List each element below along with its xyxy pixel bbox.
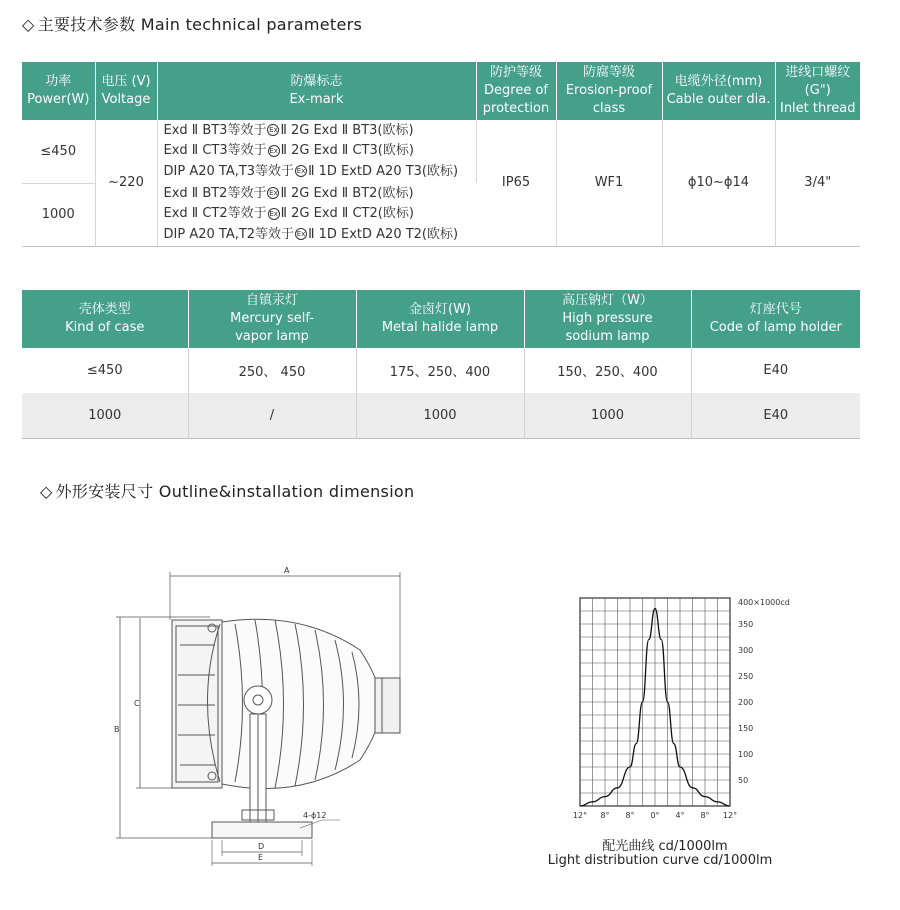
cable-cell: ϕ10~ϕ14 [662, 120, 775, 246]
header-erosion: 防腐等级 Erosion-proof class [556, 62, 662, 120]
header-thread: 进线口螺纹 (G") Inlet thread [775, 62, 860, 120]
dim-label-e: E [258, 853, 264, 862]
cell: 150、250、400 [524, 348, 691, 393]
y-tick-label: 300 [738, 646, 754, 655]
cell: 1000 [356, 393, 524, 438]
cell: 175、250、400 [356, 348, 524, 393]
exmark-line: DIP A20 TA,T2等效于 Ex Ⅱ 1D ExtD A20 T2(欧标) [163, 226, 459, 242]
cell: 1000 [22, 393, 188, 438]
x-tick-label: 4° [675, 811, 685, 820]
header-holder: 灯座代号 Code of lamp holder [691, 290, 860, 348]
exmark-line: Exd Ⅱ BT3等效于 Ex Ⅱ 2G Exd Ⅱ BT3(欧标) [163, 122, 414, 138]
ex-symbol-icon: Ex [269, 209, 278, 218]
x-tick-label: 8° [700, 811, 710, 820]
y-tick-label: 250 [738, 672, 754, 681]
dim-label-c: C [134, 699, 140, 708]
y-tick-label: 100 [738, 750, 754, 759]
table-row [22, 348, 860, 393]
ex-symbol-icon: Ex [269, 126, 278, 135]
y-tick-label: 350 [738, 620, 754, 629]
header-protection: 防护等级 Degree of protection [476, 62, 556, 120]
dim-label-d: D [258, 842, 265, 851]
erosion-cell: WF1 [556, 120, 662, 246]
power-cell-1: ≤450 [22, 120, 95, 183]
chart-caption-cn: 配光曲线 cd/1000lm [602, 839, 728, 854]
outline-title [40, 479, 414, 502]
cell: ≤450 [22, 348, 188, 393]
params-table [22, 62, 860, 247]
cell: / [188, 393, 356, 438]
exmark-line: Exd Ⅱ CT2等效于 Ex Ⅱ 2G Exd Ⅱ CT2(欧标) [163, 206, 414, 221]
diamond-icon: ◇ [40, 482, 53, 501]
cell: 250、 450 [188, 348, 356, 393]
y-unit-label: 400×1000cd [738, 598, 790, 607]
y-tick-label: 150 [738, 724, 754, 733]
exmark-cell-2 [157, 183, 476, 246]
exmark-line: Exd Ⅱ CT3等效于 Ex Ⅱ 2G Exd Ⅱ CT3(欧标) [163, 143, 414, 159]
header-mercury: 自镇汞灯 Mercury self- vapor lamp [188, 290, 356, 348]
ex-symbol-icon: Ex [296, 167, 306, 176]
x-tick-label: 8° [625, 811, 635, 820]
header-voltage: 电压 (V) Voltage [95, 62, 157, 120]
cell: E40 [763, 363, 789, 378]
outline-title-text: 外形安装尺寸 Outline&installation dimension [55, 482, 415, 501]
table-row [22, 393, 860, 438]
thread-cell: 3/4" [804, 175, 832, 191]
protection-cell: IP65 [476, 120, 556, 246]
ex-symbol-icon: Ex [296, 230, 306, 238]
x-tick-label: 12° [722, 811, 738, 820]
ex-symbol-icon: Ex [269, 146, 278, 155]
exmark-line: Exd Ⅱ BT2等效于 Ex Ⅱ 2G Exd Ⅱ BT2(欧标) [163, 185, 414, 201]
chart-caption-en: Light distribution curve cd/1000lm [547, 853, 773, 868]
cell: 1000 [524, 393, 691, 438]
header-cable: 电缆外径(mm) Cable outer dia. [662, 62, 775, 120]
header-power: 功率 Power(W) [22, 62, 95, 120]
ex-symbol-icon: Ex [269, 189, 278, 197]
tech-params-title-text: 主要技术参数 Main technical parameters [37, 15, 363, 34]
cell: E40 [691, 393, 860, 438]
power-cell-2: 1000 [22, 183, 95, 246]
tech-params-title [22, 12, 362, 35]
y-tick-label: 200 [738, 698, 754, 707]
x-tick-label: 8° [600, 811, 610, 820]
voltage-cell: ~220 [95, 120, 157, 246]
exmark-cell-1 [157, 120, 476, 183]
diamond-icon: ◇ [22, 15, 35, 34]
header-metal-halide: 金卤灯(W) Metal halide lamp [356, 290, 524, 348]
x-tick-label: 12° [572, 811, 588, 820]
header-case: 壳体类型 Kind of case [22, 290, 188, 348]
dim-label-a: A [284, 566, 290, 575]
lamp-table [22, 290, 860, 439]
header-sodium: 高压钠灯（W） High pressure sodium lamp [524, 290, 691, 348]
header-exmark: 防爆标志 Ex-mark [157, 62, 476, 120]
x-tick-label: 0° [650, 811, 660, 820]
lamp-outline-drawing [100, 560, 430, 880]
exmark-line: DIP A20 TA,T3等效于 Ex Ⅱ 1D ExtD A20 T3(欧标) [163, 163, 459, 179]
hole-label: 4-ϕ12 [303, 811, 327, 820]
dim-label-b: B [114, 725, 120, 734]
y-tick-label: 50 [738, 776, 749, 785]
